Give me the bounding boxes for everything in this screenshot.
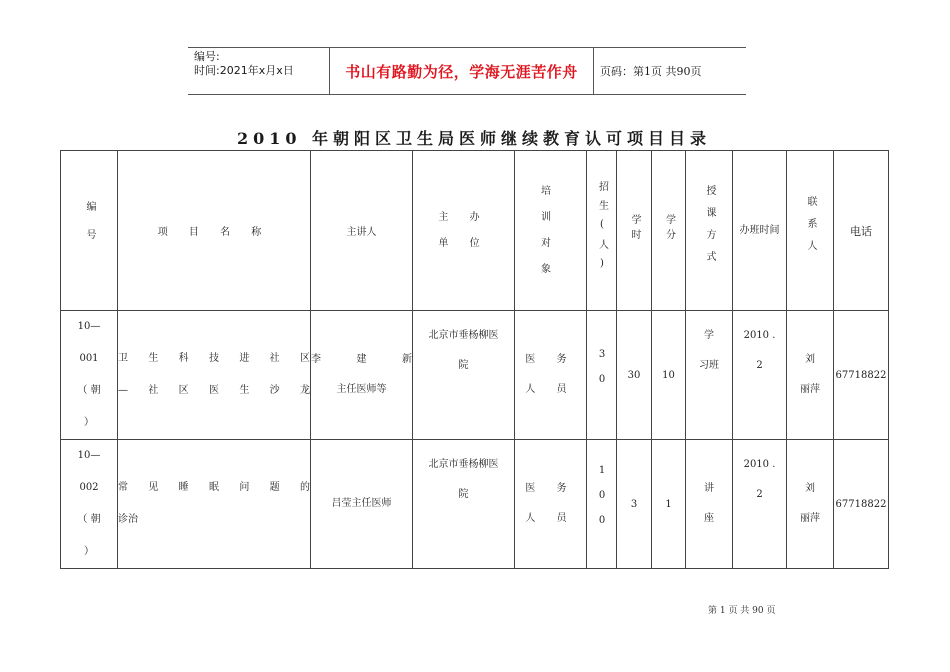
header-slogan (330, 48, 594, 94)
header-phone: 电话 (834, 151, 889, 311)
row-teaching-method: 讲 座 (686, 440, 733, 569)
header-meta (188, 48, 330, 94)
row-target: 医 务 人 员 (515, 311, 587, 440)
header-class-time: 办班时间 (733, 151, 787, 311)
row-organizer: 北京市垂杨柳医 院 (413, 311, 515, 440)
row-credits: 1 (652, 440, 686, 569)
row-number: 10— 002 （ 朝 ） (61, 440, 118, 569)
row-credits: 10 (652, 311, 686, 440)
row-class-time: 2010 . 2 (733, 440, 787, 569)
header-teaching-method: 授课方式 (686, 151, 733, 311)
page-title: 2010 年朝阳区卫生局医师继续教育认可项目目录 (236, 129, 712, 148)
row-enrollment: 100 (587, 440, 617, 569)
page-footer: 第 1 页 共 90 页 (708, 606, 776, 616)
table-header-row (61, 151, 889, 311)
document-header (188, 47, 746, 95)
table-row (61, 311, 889, 440)
row-target: 医 务 人 员 (515, 440, 587, 569)
header-hours: 学时 (617, 151, 652, 311)
row-teaching-method: 学 习班 (686, 311, 733, 440)
header-project-name: 项 目 名 称 (118, 151, 311, 311)
time-label: 时间:2021年x月x日 (194, 64, 294, 77)
header-page-info: 页码：第1页 共90页 (600, 65, 702, 78)
project-table (60, 150, 889, 569)
row-project-name: 卫生科技进社区 —社区医生沙龙 (118, 311, 311, 440)
header-organizer: 主 办 单 位 (413, 151, 515, 311)
row-lecturer: 吕莹主任医师 (311, 440, 413, 569)
row-enrollment: 30 (587, 311, 617, 440)
row-contact: 刘 丽萍 (787, 440, 834, 569)
header-credits: 学分 (652, 151, 686, 311)
number-label: 编号: (194, 50, 220, 63)
row-number: 10— 001 （ 朝 ） (61, 311, 118, 440)
row-hours: 3 (617, 440, 652, 569)
table-row (61, 440, 889, 569)
row-phone: 67718822 (834, 311, 889, 440)
header-number: 编号 (61, 151, 118, 311)
slogan-text: 书山有路勤为径，学海无涯苦作舟 (345, 62, 578, 81)
row-class-time: 2010 . 2 (733, 311, 787, 440)
row-lecturer: 李 建 新 主任医师等 (311, 311, 413, 440)
row-contact: 刘 丽萍 (787, 311, 834, 440)
row-phone: 67718822 (834, 440, 889, 569)
row-hours: 30 (617, 311, 652, 440)
header-contact: 联系人 (787, 151, 834, 311)
header-target: 培 训 对 象 (515, 151, 587, 311)
row-organizer: 北京市垂杨柳医 院 (413, 440, 515, 569)
header-enrollment: 招生(人) (587, 151, 617, 311)
header-lecturer: 主讲人 (311, 151, 413, 311)
row-project-name: 常见睡眠问题的 诊治 (118, 440, 311, 569)
